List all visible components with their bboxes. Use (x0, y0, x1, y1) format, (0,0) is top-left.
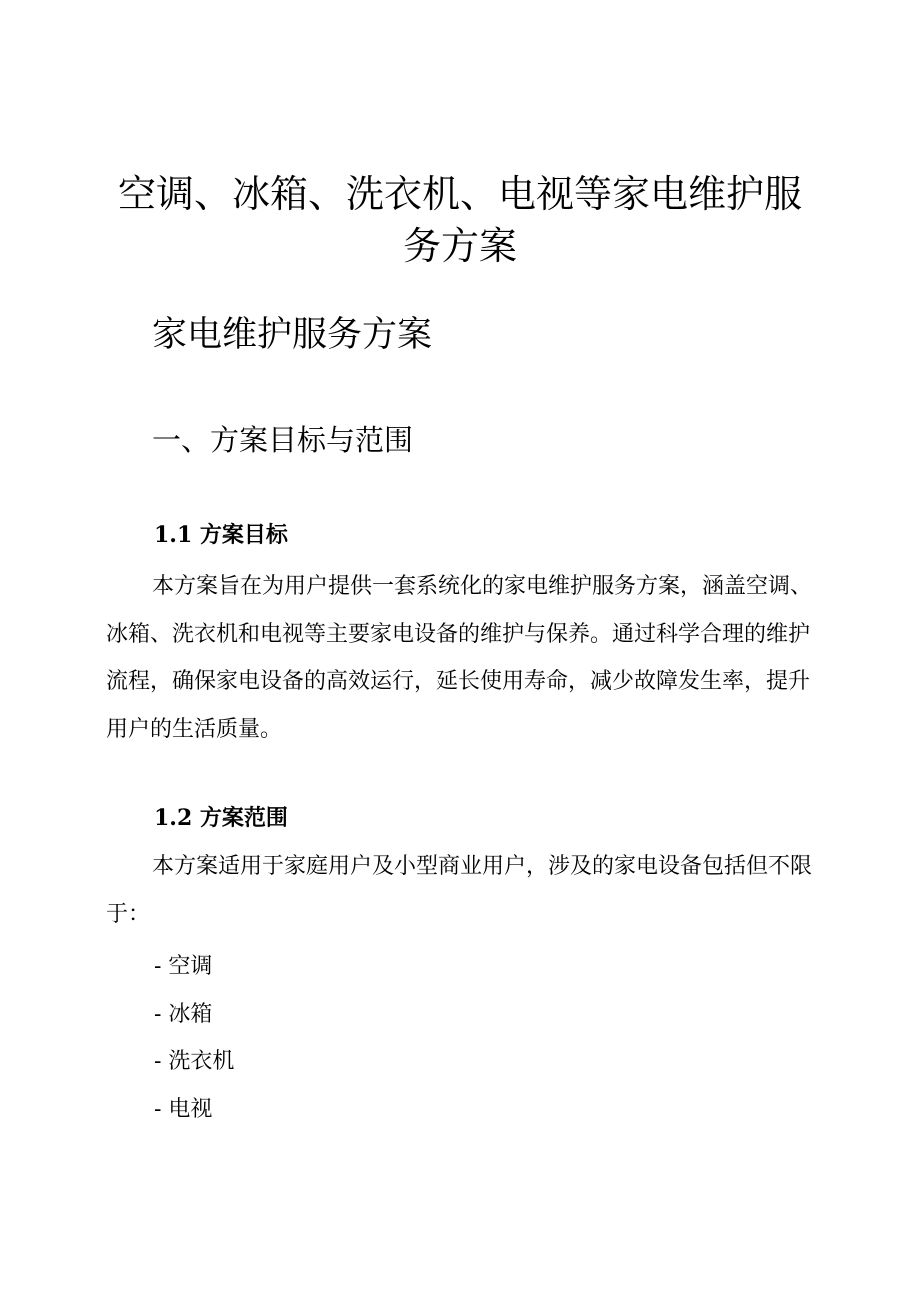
subsection-heading-scope: 1.2 方案范围 (154, 805, 288, 831)
list-item: - 电视 (154, 1096, 213, 1122)
list-item: - 洗衣机 (154, 1049, 235, 1074)
subsection-heading-goal: 1.1 方案目标 (154, 522, 288, 548)
list-item: - 冰箱 (154, 1001, 213, 1027)
scope-paragraph: 本方案适用于家庭用户及小型商业用户，涉及的家电设备包括但不限于： (106, 854, 813, 927)
appliance-list (154, 943, 234, 1133)
goal-paragraph: 本方案旨在为用户提供一套系统化的家电维护服务方案，涵盖空调、冰箱、洗衣机和电视等主要家电设备的维护与保养。通过科学合理的维护流程，确保家电设备的高效运行，延长使用寿命，减少故障发生率，提升用户的生活质量。 (106, 574, 813, 742)
list-item: - 空调 (154, 954, 213, 979)
main-heading: 家电维护服务方案 (152, 315, 433, 355)
document-title: 空调、冰箱、洗衣机、电视等家电维护服务方案 (117, 172, 802, 268)
section-heading: 一、方案目标与范围 (152, 423, 414, 457)
